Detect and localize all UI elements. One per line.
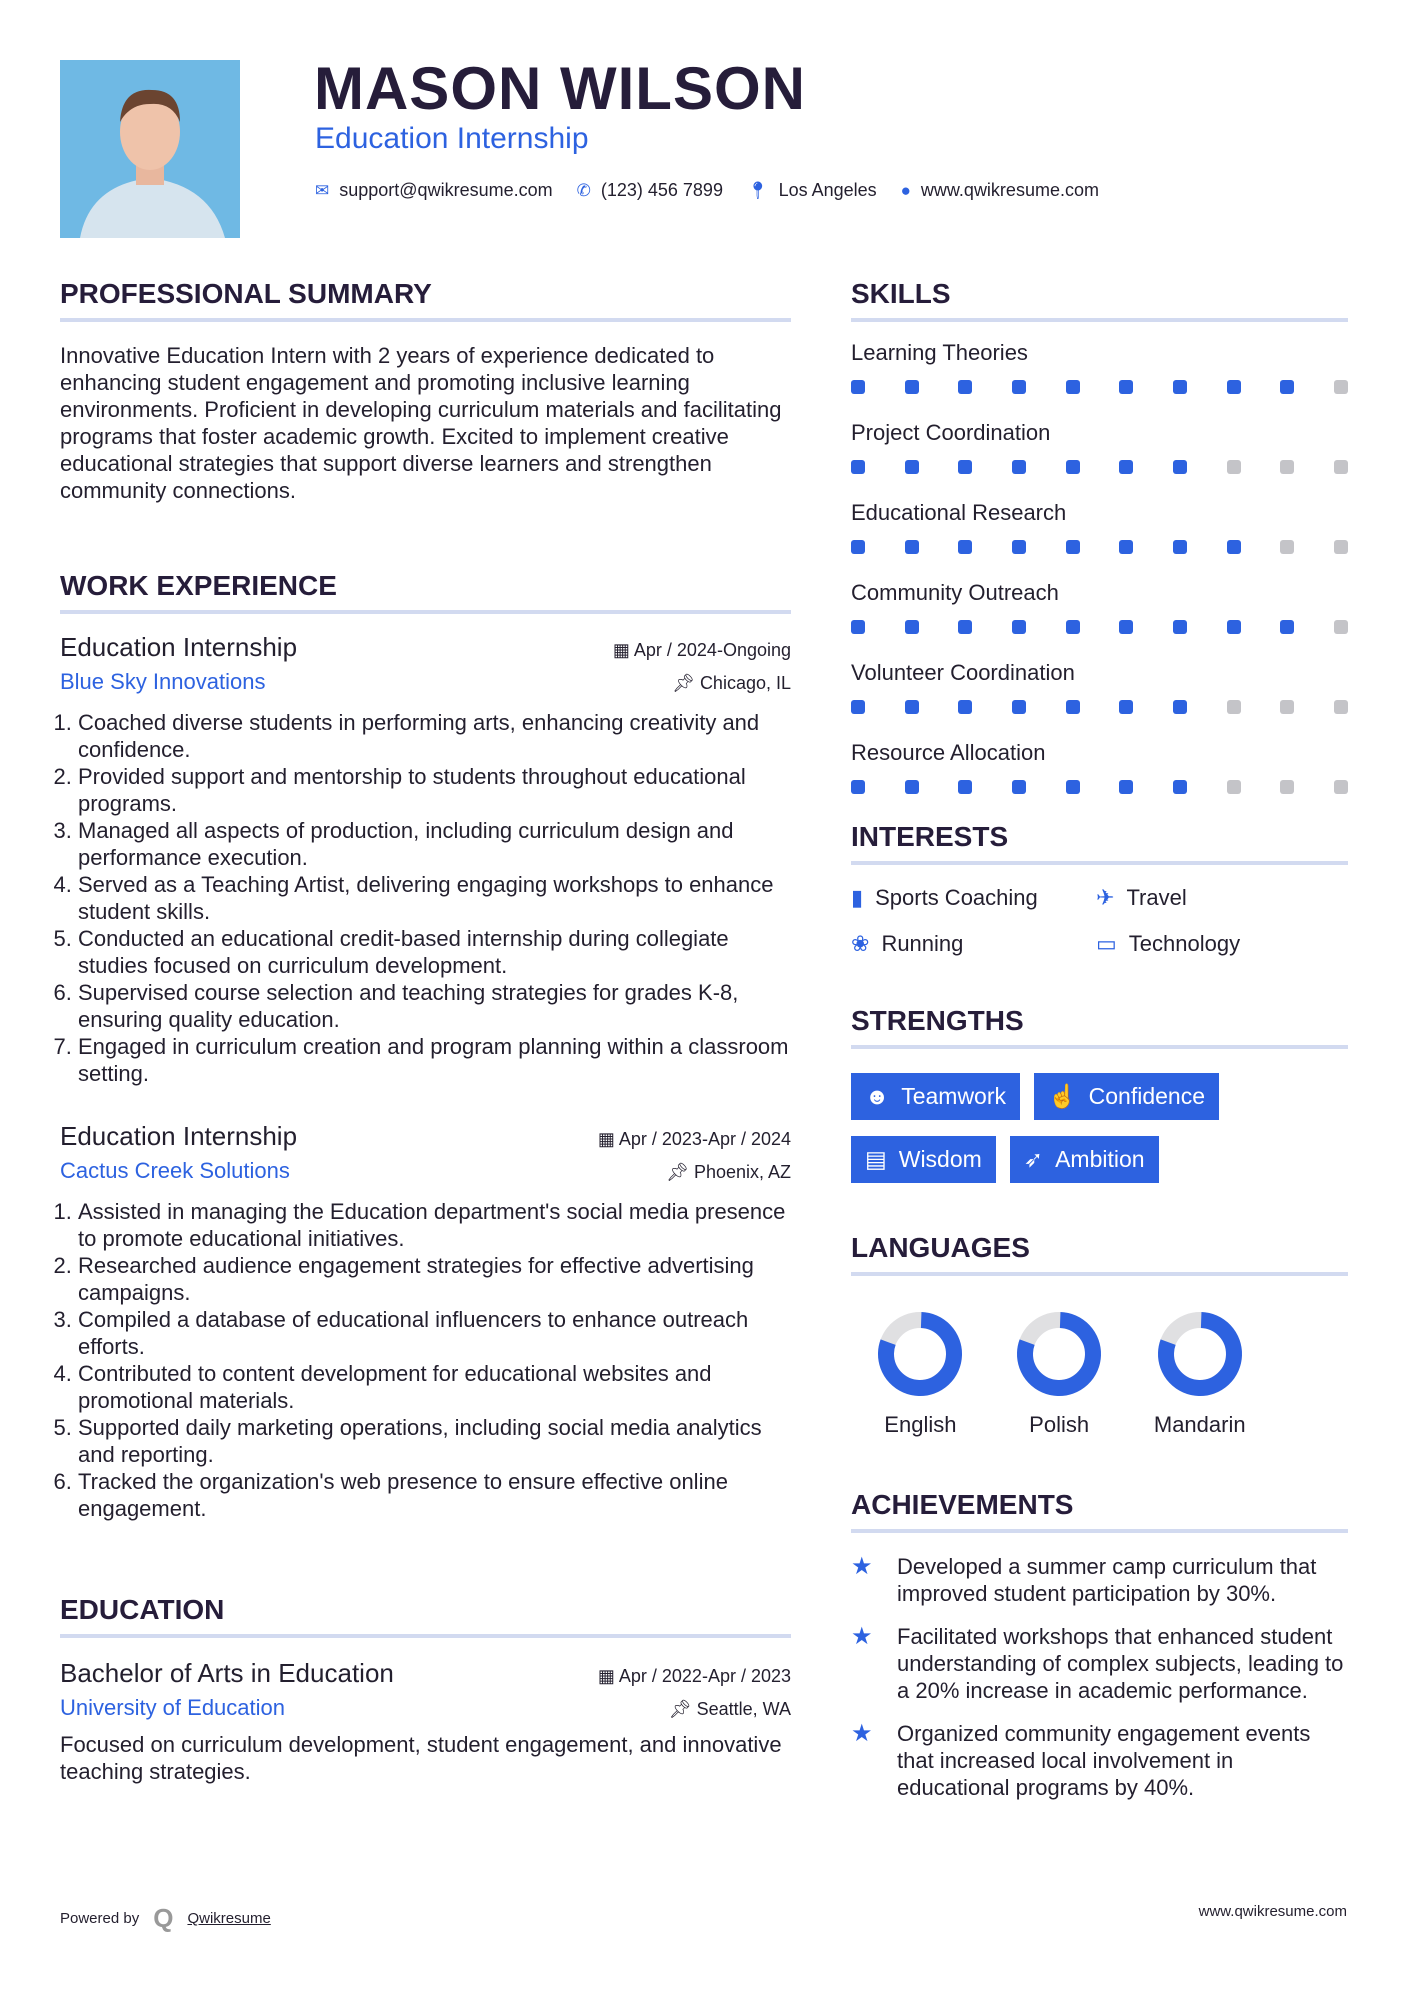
section-heading: STRENGTHS: [851, 1005, 1348, 1049]
work-section: [60, 570, 791, 1522]
interest-item: [1096, 931, 1346, 957]
qwikresume-logo-icon: Q: [153, 1903, 174, 1933]
list-item: 1. Assisted in managing the Education department's social media presence to promote educational initiatives.: [78, 1198, 791, 1252]
rating-dot: [1280, 380, 1294, 394]
rating-dot: [1012, 700, 1026, 714]
rating-dot: [1334, 700, 1348, 714]
plane-icon: ✈: [1096, 885, 1115, 910]
location: Los Angeles: [778, 180, 877, 200]
rating-dot: [958, 460, 972, 474]
school: University of Education: [60, 1695, 285, 1720]
rating-dot: [851, 780, 865, 794]
list-item: 5. Conducted an educational credit-based internship during collegiate studies focused on curriculum development.: [78, 925, 791, 979]
section-heading: PROFESSIONAL SUMMARY: [60, 278, 791, 322]
phone-icon: ✆: [576, 180, 591, 200]
rating-dot: [1012, 460, 1026, 474]
rating-dot: [1227, 540, 1241, 554]
rating-dot: [905, 460, 919, 474]
rocket-icon: ➶: [1023, 1146, 1044, 1172]
list-item: 1. Coached diverse students in performing arts, enhancing creativity and confidence.: [78, 709, 791, 763]
rating-dot: [1334, 620, 1348, 634]
rating-dot: [1227, 780, 1241, 794]
thumbs-up-icon: ☝: [1048, 1083, 1077, 1109]
summary-section: [60, 278, 791, 504]
profile-photo: [60, 60, 240, 238]
rating-dot: [1119, 620, 1133, 634]
rating-dot: [1119, 780, 1133, 794]
skill-label: Volunteer Coordination: [851, 660, 1075, 685]
rating-dot: [1119, 460, 1133, 474]
strength-label: Teamwork: [901, 1083, 1007, 1109]
interest-item: [851, 931, 1096, 957]
rating-dot: [1012, 380, 1026, 394]
job-title: Education Internship: [315, 122, 589, 155]
calendar-icon: ▦: [597, 1666, 619, 1686]
rating-dot: [851, 540, 865, 554]
skill-rating: [851, 700, 1348, 714]
rating-dot: [1173, 780, 1187, 794]
location: [669, 1699, 791, 1720]
job-title: Education Internship: [60, 1121, 298, 1151]
rating-dot: [851, 700, 865, 714]
achievement-text: Developed a summer camp curriculum that improved student participation by 30%.: [897, 1554, 1317, 1606]
section-heading: INTERESTS: [851, 821, 1348, 865]
skill-label: Project Coordination: [851, 420, 1051, 445]
degree: Bachelor of Arts in Education: [60, 1658, 394, 1688]
interest-item: [851, 885, 1096, 911]
skill-label: Educational Research: [851, 500, 1067, 525]
footer-powered: [60, 1903, 271, 1934]
section-heading: ACHIEVEMENTS: [851, 1489, 1348, 1533]
strength-label: Wisdom: [898, 1146, 982, 1172]
list-item: 2. Provided support and mentorship to students throughout educational programs.: [78, 763, 791, 817]
company: Blue Sky Innovations: [60, 669, 266, 694]
rating-dot: [1066, 380, 1080, 394]
rating-dot: [1280, 700, 1294, 714]
language-name: English: [884, 1412, 957, 1437]
skill-rating: [851, 380, 1348, 394]
date: [598, 1129, 791, 1150]
calendar-icon: ▦: [597, 1129, 619, 1149]
rating-dot: [1173, 540, 1187, 554]
company: Cactus Creek Solutions: [60, 1158, 290, 1183]
location: [672, 673, 791, 694]
globe-icon: ●: [900, 180, 911, 200]
brand-link[interactable]: Qwikresume: [187, 1910, 271, 1927]
interests-section: [851, 821, 1348, 957]
website[interactable]: www.qwikresume.com: [920, 180, 1099, 200]
rating-dot: [1066, 620, 1080, 634]
candidate-name: MASON WILSON: [314, 55, 806, 122]
pin-icon: 📌︎: [668, 1699, 697, 1719]
rating-dot: [1227, 620, 1241, 634]
rating-dot: [1173, 380, 1187, 394]
rating-dot: [1280, 620, 1294, 634]
rating-dot: [851, 460, 865, 474]
section-heading: EDUCATION: [60, 1594, 791, 1638]
achievement-item: [851, 1720, 1348, 1801]
rating-dot: [1173, 700, 1187, 714]
rating-dot: [905, 700, 919, 714]
star-icon: ★: [851, 1553, 873, 1580]
section-heading: SKILLS: [851, 278, 1348, 322]
star-icon: ★: [851, 1720, 873, 1747]
rating-dot: [1280, 460, 1294, 474]
section-heading: WORK EXPERIENCE: [60, 570, 791, 614]
rating-dot: [1173, 620, 1187, 634]
list-item: 4. Contributed to content development for educational websites and promotional materials.: [78, 1360, 791, 1414]
list-item: 6. Supervised course selection and teaching strategies for grades K-8, ensuring quality education.: [78, 979, 791, 1033]
rating-dot: [1334, 460, 1348, 474]
rating-dot: [1227, 700, 1241, 714]
skills-section: [851, 278, 1348, 820]
rating-dot: [958, 780, 972, 794]
rating-dot: [958, 700, 972, 714]
job-entry: [60, 1121, 791, 1522]
rating-dot: [1334, 780, 1348, 794]
laptop-icon: ▭: [1096, 931, 1117, 956]
rating-dot: [1012, 620, 1026, 634]
strength-badge: [851, 1073, 1020, 1120]
pin-icon: 📌︎: [672, 673, 700, 693]
achievement-item: [851, 1553, 1348, 1607]
education-section: [60, 1594, 791, 1785]
list-item: 3. Managed all aspects of production, including curriculum design and performance execution.: [78, 817, 791, 871]
language-item: [1154, 1310, 1246, 1438]
interest-label: Sports Coaching: [875, 885, 1038, 910]
rating-dot: [958, 620, 972, 634]
envelope-icon: ✉: [315, 180, 330, 200]
list-item: 7. Engaged in curriculum creation and program planning within a classroom setting.: [78, 1033, 791, 1087]
location-text: Chicago, IL: [699, 673, 791, 693]
rating-dot: [1334, 380, 1348, 394]
achievements-section: [851, 1489, 1348, 1817]
rating-dot: [1119, 700, 1133, 714]
list-item: 3. Compiled a database of educational influencers to enhance outreach efforts.: [78, 1306, 791, 1360]
language-item: [1015, 1310, 1103, 1438]
education-description: Focused on curriculum development, student engagement, and innovative teaching strategies.: [60, 1732, 782, 1784]
location: [666, 1162, 791, 1183]
strength-label: Confidence: [1088, 1083, 1206, 1109]
language-name: Mandarin: [1153, 1412, 1246, 1437]
rating-dot: [1066, 780, 1080, 794]
rating-dot: [958, 540, 972, 554]
pin-icon: 📌︎: [666, 1162, 694, 1182]
email[interactable]: support@qwikresume.com: [339, 180, 553, 200]
rating-dot: [1066, 460, 1080, 474]
rating-dot: [1334, 540, 1348, 554]
skill-label: Resource Allocation: [851, 740, 1046, 765]
interest-label: Technology: [1128, 931, 1241, 956]
interest-label: Running: [881, 931, 964, 956]
contact-bar: [315, 180, 1099, 201]
footer-website[interactable]: www.qwikresume.com: [1198, 1903, 1347, 1920]
calendar-icon: ▦: [612, 640, 634, 660]
rating-dot: [1280, 780, 1294, 794]
language-donut: [1156, 1310, 1244, 1398]
rating-dot: [905, 620, 919, 634]
briefcase-icon: ▮: [851, 885, 864, 910]
summary-text: Innovative Education Intern with 2 years of experience dedicated to enhancing student engagement and promoting inclusive learning environments. Proficient in developing curriculum materials and facilitating programs that foster academic growth. Excited to implement creative educational strategies that support diverse learners and strengthen community connections.: [60, 343, 782, 503]
interest-item: [1096, 885, 1346, 911]
location-text: Seattle, WA: [696, 1699, 791, 1719]
strength-badge: [1034, 1073, 1219, 1120]
date-text: Apr / 2023-Apr / 2024: [618, 1129, 791, 1149]
phone: (123) 456 7899: [600, 180, 723, 200]
job-entry: [60, 632, 791, 1087]
list-item: 5. Supported daily marketing operations, including social media analytics and reporting.: [78, 1414, 791, 1468]
rating-dot: [1119, 540, 1133, 554]
date-text: Apr / 2024-Ongoing: [633, 640, 791, 660]
paw-icon: ❀: [851, 931, 870, 956]
date: [598, 1666, 791, 1687]
map-pin-icon: 📍︎: [746, 180, 769, 200]
users-icon: ☻: [865, 1083, 890, 1109]
skill-rating: [851, 780, 1348, 794]
location-text: Phoenix, AZ: [693, 1162, 791, 1182]
skill-label: Learning Theories: [851, 340, 1028, 365]
rating-dot: [851, 620, 865, 634]
job-title: Education Internship: [60, 632, 298, 662]
language-name: Polish: [1029, 1412, 1090, 1437]
language-item: [876, 1310, 964, 1438]
rating-dot: [1119, 380, 1133, 394]
list-item: 4. Served as a Teaching Artist, delivering engaging workshops to enhance student skills.: [78, 871, 791, 925]
book-icon: ▤: [865, 1146, 887, 1172]
rating-dot: [1280, 540, 1294, 554]
rating-dot: [958, 380, 972, 394]
section-heading: LANGUAGES: [851, 1232, 1348, 1276]
language-donut: [1015, 1310, 1103, 1398]
rating-dot: [905, 780, 919, 794]
skill-rating: [851, 540, 1348, 554]
list-item: 2. Researched audience engagement strategies for effective advertising campaigns.: [78, 1252, 791, 1306]
achievement-text: Organized community engagement events that increased local involvement in educational programs by 40%.: [897, 1721, 1311, 1800]
rating-dot: [851, 380, 865, 394]
skill-label: Community Outreach: [851, 580, 1059, 605]
strength-badge: [1010, 1136, 1159, 1183]
skill-rating: [851, 460, 1348, 474]
strength-label: Ambition: [1055, 1146, 1145, 1172]
date-text: Apr / 2022-Apr / 2023: [618, 1666, 791, 1686]
rating-dot: [1066, 540, 1080, 554]
achievement-text: Facilitated workshops that enhanced student understanding of complex subjects, leading to a 20% increase in academic performance.: [897, 1624, 1344, 1703]
powered-by-text: Powered by: [60, 1910, 140, 1927]
rating-dot: [1173, 460, 1187, 474]
rating-dot: [1066, 700, 1080, 714]
rating-dot: [1012, 540, 1026, 554]
strength-badge: [851, 1136, 996, 1183]
achievement-item: [851, 1623, 1348, 1704]
list-item: 6. Tracked the organization's web presence to ensure effective online engagement.: [78, 1468, 791, 1522]
skill-rating: [851, 620, 1348, 634]
rating-dot: [905, 540, 919, 554]
rating-dot: [905, 380, 919, 394]
star-icon: ★: [851, 1623, 873, 1650]
languages-section: [851, 1232, 1348, 1438]
rating-dot: [1227, 380, 1241, 394]
rating-dot: [1012, 780, 1026, 794]
interest-label: Travel: [1126, 885, 1187, 910]
language-donut: [876, 1310, 964, 1398]
date: [613, 640, 791, 661]
rating-dot: [1227, 460, 1241, 474]
strengths-section: [851, 1005, 1348, 1183]
